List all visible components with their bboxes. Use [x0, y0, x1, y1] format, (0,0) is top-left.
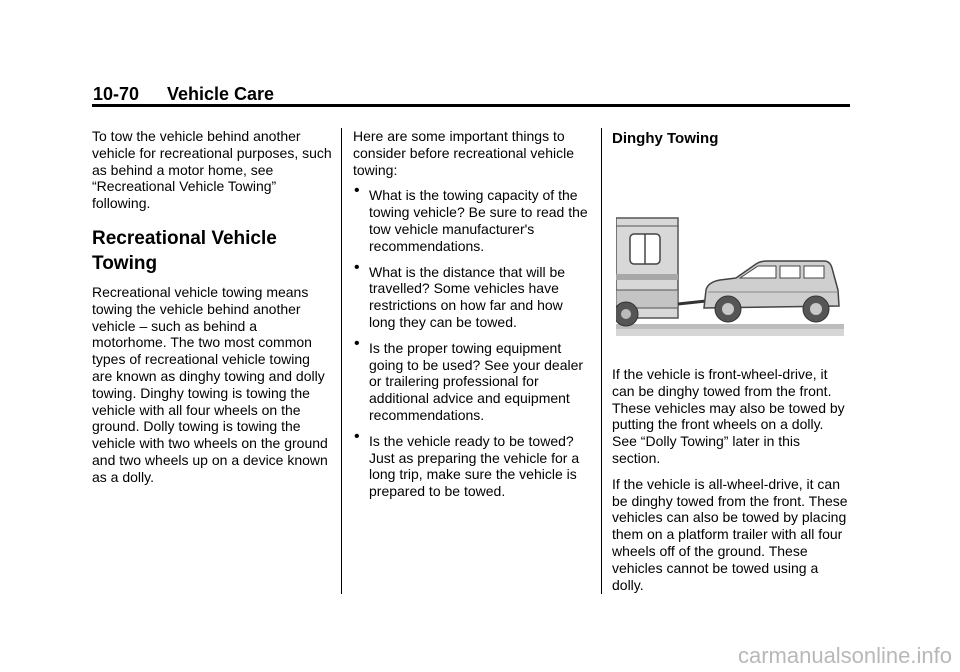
page-header: [93, 84, 274, 105]
column-3: [612, 128, 852, 602]
header-rule: [92, 104, 850, 107]
bullet-icon: •: [354, 334, 360, 352]
page-number: 10-70: [93, 84, 140, 104]
column-1: [92, 128, 332, 495]
list-item: • What is the towing capacity of the towing vehicle? Be sure to read the tow vehicle manufacturer's recommendations.: [354, 182, 588, 254]
list-item: • Is the proper towing equipment going to be used? See your dealer or trailering professional for additional advice and equipment recommendations.: [354, 334, 584, 423]
rv-towing-body: Recreational vehicle towing means towing the vehicle behind another vehicle – such as behind a motorhome. The two most common types of recreational vehicle towing are known as dinghy towing and dolly towing. Dinghy towing is towing the vehicle with all four wheels on the ground. Dolly towing is towing the vehicle with two wheels on the ground and two wheels up on a device known as a dolly.: [92, 283, 328, 485]
bullet-icon: •: [354, 182, 360, 200]
considerations-intro: Here are some important things to consider before recreational vehicle towing:: [353, 128, 575, 178]
fwd-paragraph: If the vehicle is front-wheel-drive, it can be dinghy towed from the front. These vehicles may also be towed by putting the front wheels on a dolly. See “Dolly Towing” later in this section.: [612, 366, 845, 466]
list-item: • What is the distance that will be travelled? Some vehicles have restrictions on how far and how long they can be towed.: [354, 258, 566, 330]
intro-paragraph: To tow the vehicle behind another vehicle for recreational purposes, such as behind a motor home, see “Recreational Vehicle Towing” following.: [92, 128, 332, 212]
considerations-list: [353, 182, 591, 500]
list-item: • Is the vehicle ready to be towed? Just as preparing the vehicle for a long trip, make sure the vehicle is prepared to be towed.: [354, 427, 580, 500]
dinghy-towing-illustration: [616, 178, 844, 356]
bullet-icon: •: [354, 258, 360, 276]
bullet-icon: •: [354, 427, 360, 445]
watermark: carmanualsonline.info: [737, 643, 952, 668]
dinghy-towing-heading: Dinghy Towing: [612, 130, 719, 147]
column-2: [353, 128, 591, 509]
column-divider-1: [341, 128, 342, 594]
rv-towing-heading: Recreational Vehicle Towing: [92, 227, 277, 274]
column-divider-2: [601, 128, 602, 594]
section-title: Vehicle Care: [167, 84, 275, 104]
awd-paragraph: If the vehicle is all-wheel-drive, it can be dinghy towed from the front. These vehicles can also be towed by placing them on a platform trailer with all four wheels off of the ground. These vehicles cannot be towed using a dolly.: [612, 475, 848, 593]
